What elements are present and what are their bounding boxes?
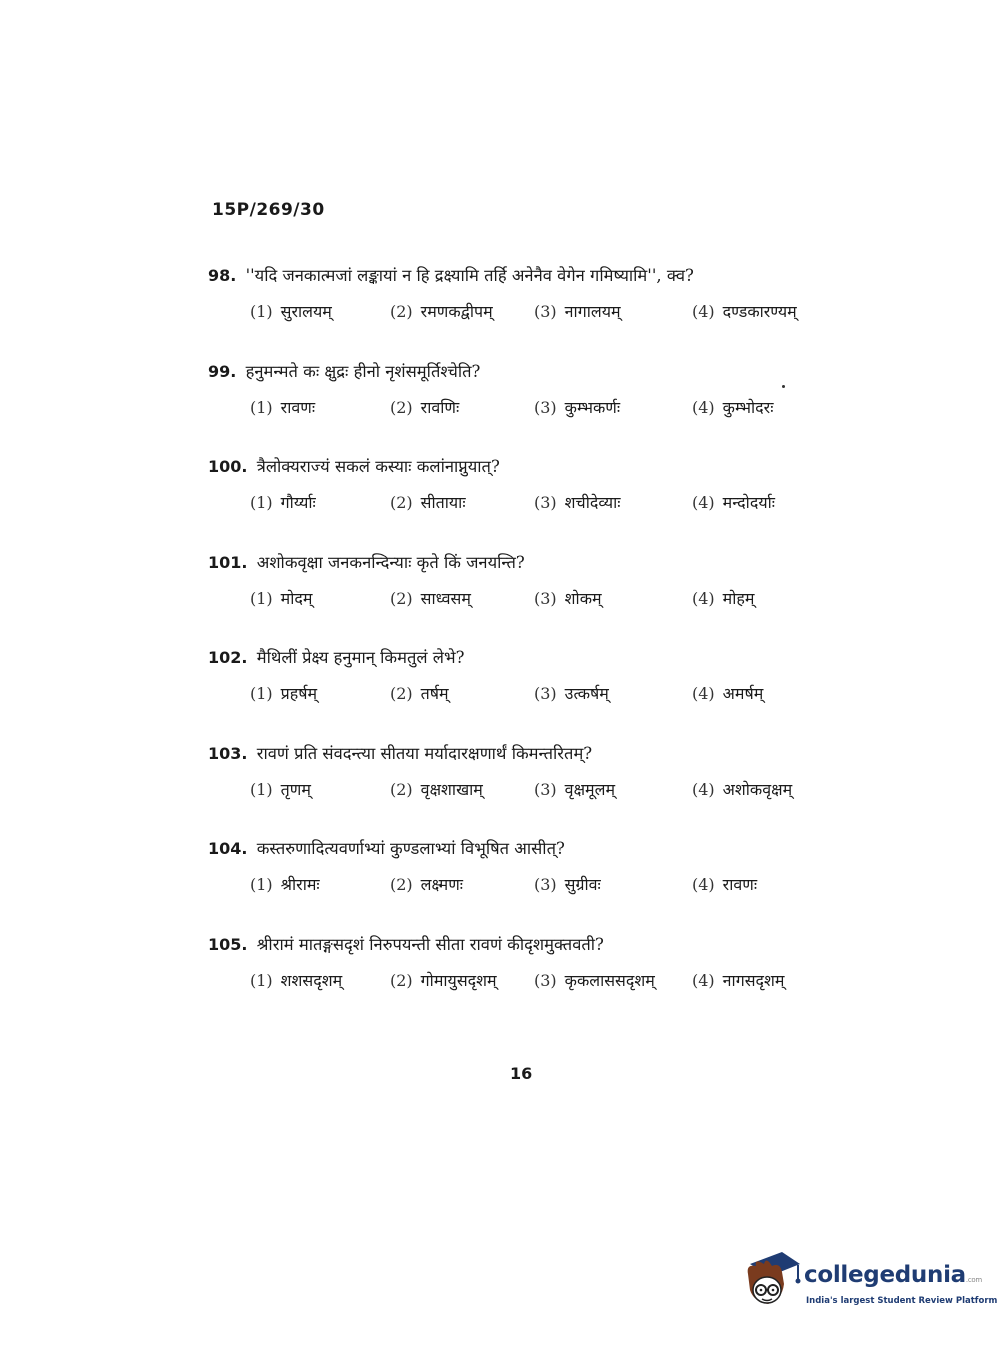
page-number: 16 — [510, 1064, 533, 1083]
option-row — [208, 396, 848, 426]
question-100 — [208, 453, 848, 549]
option-1: (1) सुरालयम् — [250, 302, 332, 321]
question-98 — [208, 262, 848, 358]
brand-name: collegedunia.com — [804, 1262, 982, 1288]
question-text: त्रैलोक्यराज्यं सकलं कस्याः कलांनाप्नुयात्? — [256, 457, 500, 476]
option-1: (1) रावणः — [250, 397, 316, 417]
option-4: (4) रावणः — [692, 875, 758, 894]
option-1: (1) श्रीरामः — [250, 875, 320, 894]
question-number: 102. — [208, 648, 248, 667]
option-row — [208, 587, 848, 617]
option-2: (2) तर्षम् — [390, 684, 449, 703]
option-row — [208, 491, 848, 521]
option-row — [208, 300, 848, 330]
option-3: (3) नागालयम् — [534, 302, 621, 321]
option-row — [208, 778, 848, 808]
option-4: (4) दण्डकारण्यम् — [692, 302, 797, 321]
option-2: (2) लक्ष्मणः — [390, 875, 464, 894]
question-text: कस्तरुणादित्यवर्णाभ्यां कुण्डलाभ्यां विभूषित आसीत्? — [256, 839, 565, 858]
option-3: (3) सुग्रीवः — [534, 875, 601, 894]
option-3: (3) कुम्भकर्णः — [534, 397, 621, 417]
mascot-icon — [742, 1250, 802, 1314]
brand-tagline: India's largest Student Review Platform — [806, 1296, 998, 1306]
question-99 — [208, 358, 848, 454]
question-text: अशोकवृक्षा जनकनन्दिन्याः कृते किं जनयन्ति? — [256, 552, 525, 572]
option-2: (2) रमणकद्वीपम् — [390, 302, 493, 321]
question-105 — [208, 931, 848, 1027]
option-4: (4) नागसदृशम् — [692, 970, 785, 990]
question-number: 100. — [208, 457, 248, 476]
question-text: रावणं प्रति संवदन्त्या सीतया मर्यादारक्षणार्थं किमन्तरितम्? — [256, 743, 593, 763]
option-3: (3) कृकलाससदृशम् — [534, 970, 655, 990]
question-102 — [208, 644, 848, 740]
question-text: श्रीरामं मातङ्गसदृशं निरुपयन्ती सीता रावणं कीदृशमुक्तवती? — [256, 934, 604, 954]
option-4: (4) अशोकवृक्षम् — [692, 779, 793, 799]
option-1: (1) मोदम् — [250, 588, 313, 608]
option-4: (4) अमर्षम् — [692, 684, 764, 703]
question-number: 99. — [208, 361, 237, 381]
option-2: (2) वृक्षशाखाम् — [390, 779, 483, 799]
option-1: (1) शशसदृशम् — [250, 970, 343, 990]
option-2: (2) साध्वसम् — [390, 588, 471, 608]
option-4: (4) मन्दोदर्याः — [692, 493, 775, 512]
question-number: 103. — [208, 743, 248, 763]
option-4: (4) मोहम् — [692, 588, 755, 608]
option-1: (1) प्रहर्षम् — [250, 684, 318, 703]
question-text: ''यदि जनकात्मजां लङ्कायां न हि द्रक्ष्यामि तर्हि अनेनैव वेगेन गमिष्यामि'', क्व? — [245, 266, 694, 285]
option-2: (2) सीतायाः — [390, 493, 466, 512]
question-text: मैथिलीं प्रेक्ष्य हनुमान् किमतुलं लेभे? — [256, 648, 465, 667]
option-4: (4) कुम्भोदरः — [692, 397, 774, 417]
option-3: (3) शचीदेव्याः — [534, 493, 621, 512]
option-2: (2) गोमायुसदृशम् — [390, 970, 497, 990]
question-number: 101. — [208, 552, 248, 572]
option-3: (3) वृक्षमूलम् — [534, 779, 616, 799]
question-103 — [208, 740, 848, 836]
question-number: 104. — [208, 839, 248, 858]
question-number: 105. — [208, 934, 248, 954]
option-3: (3) उत्कर्षम् — [534, 684, 609, 703]
option-1: (1) गौर्य्याः — [250, 493, 316, 512]
option-row — [208, 969, 848, 999]
question-number: 98. — [208, 266, 237, 285]
option-row — [208, 873, 848, 903]
exam-code: 15P/269/30 — [212, 200, 325, 220]
option-2: (2) रावणिः — [390, 397, 460, 417]
question-list — [208, 262, 848, 1026]
option-1: (1) तृणम् — [250, 779, 311, 799]
question-104 — [208, 835, 848, 931]
option-3: (3) शोकम् — [534, 588, 602, 608]
question-101 — [208, 549, 848, 645]
collegedunia-watermark[interactable] — [742, 1248, 998, 1318]
question-text: हनुमन्मते कः क्षुद्रः हीनो नृशंसमूर्तिश्चेति? — [245, 361, 481, 381]
option-row — [208, 682, 848, 712]
